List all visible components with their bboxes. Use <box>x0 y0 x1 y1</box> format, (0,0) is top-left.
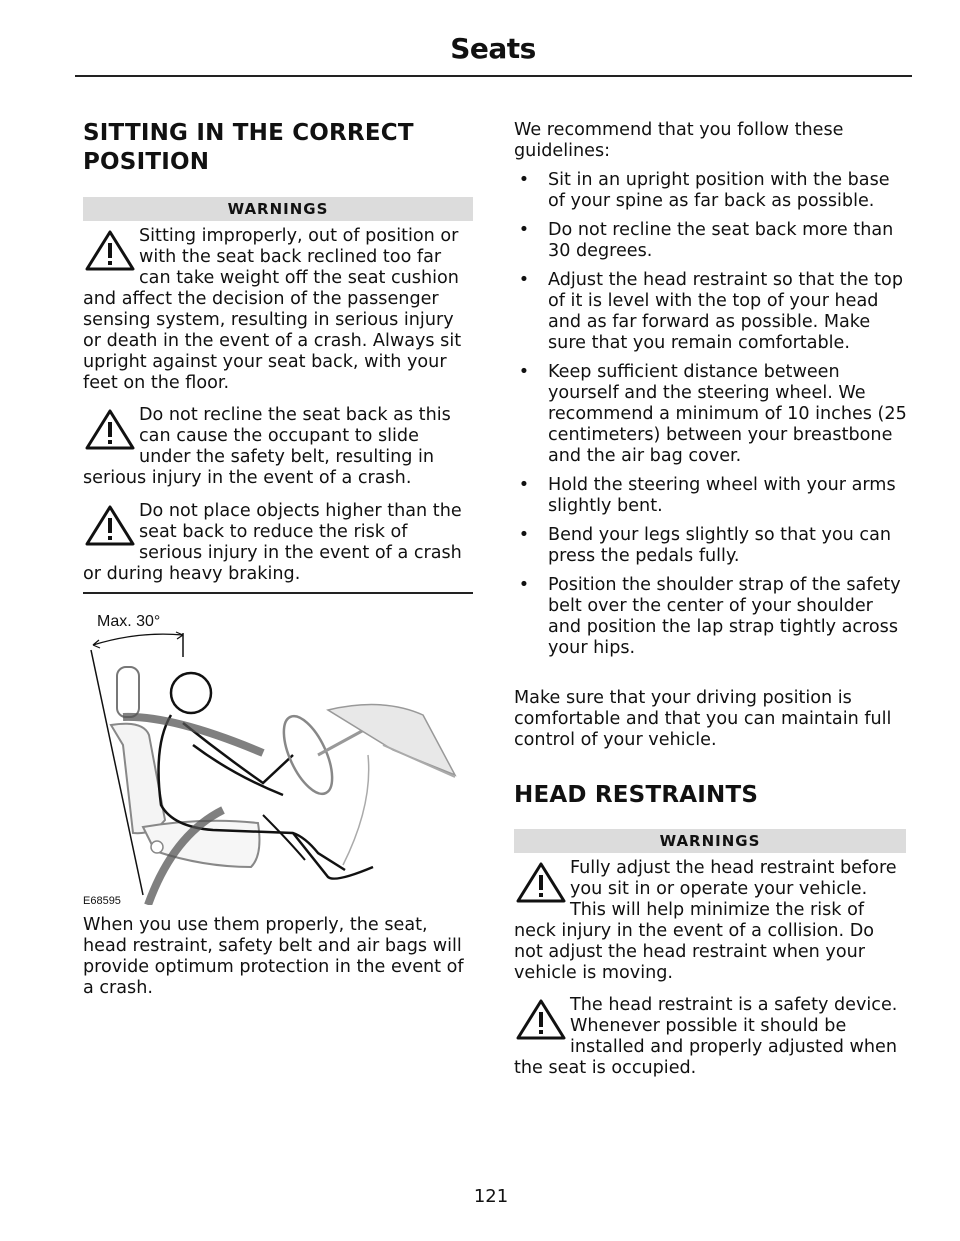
section-title-sitting-line2: POSITION <box>83 149 210 175</box>
list-item: • Position the shoulder strap of the safety belt over the center of your shoulder and position the lap strap tightly across your hips. <box>518 575 901 658</box>
warning-item <box>514 858 908 984</box>
max-angle-label: Max. 30° <box>97 613 161 630</box>
warning-item <box>83 501 475 585</box>
warning-text: Sitting improperly, out of position or with the seat back reclined too far can take weight off the seat cushion and affect the decision of the passenger sensing system, resulting in serious injury or death in the event of a crash. Always sit upright against your seat back, with your feet on the floor. <box>83 226 462 393</box>
seated-driver-illustration <box>83 605 473 905</box>
warning-text: The head restraint is a safety device. Whenever possible it should be installed and properly adjusted when the seat is occupied. <box>514 995 898 1078</box>
protection-paragraph: When you use them properly, the seat, head restraint, safety belt and air bags will provide optimum protection in the event of a crash. <box>83 915 464 998</box>
section-title-head-restraints: HEAD RESTRAINTS <box>514 782 759 808</box>
list-item: • Keep sufficient distance between yourself and the steering wheel. We recommend a minimum of 10 inches (25 centimeters) between your breastbone and the air bag cover. <box>518 362 907 466</box>
list-item: • Do not recline the seat back more than 30 degrees. <box>518 220 894 261</box>
list-item: • Hold the steering wheel with your arms slightly bent. <box>518 475 896 516</box>
section-divider <box>83 592 473 594</box>
list-item: • Adjust the head restraint so that the top of it is level with the top of your head and as far forward as possible. Make sure that you remain comfortable. <box>518 270 903 353</box>
warning-triangle-icon <box>514 860 568 904</box>
closing-paragraph: Make sure that your driving position is comfortable and that you can maintain full control of your vehicle. <box>514 688 892 750</box>
warning-item <box>514 995 908 1079</box>
list-item: • Bend your legs slightly so that you can press the pedals fully. <box>518 525 892 566</box>
warnings-band: WARNINGS <box>514 829 906 853</box>
warning-triangle-icon <box>83 503 137 547</box>
guidelines-list <box>514 170 908 667</box>
warning-triangle-icon <box>83 407 137 451</box>
warning-text: Do not place objects higher than the seat back to reduce the risk of serious injury in the event of a crash or during heavy braking. <box>83 501 462 584</box>
warning-text: Fully adjust the head restraint before you sit in or operate your vehicle. This will help minimize the risk of neck injury in the event of a collision. Do not adjust the head restraint when your vehicle is moving. <box>514 858 897 983</box>
guidelines-intro: We recommend that you follow these guidelines: <box>514 120 844 161</box>
figure-code: E68595 <box>83 895 121 907</box>
warning-item <box>83 226 475 394</box>
section-title-sitting-line1: SITTING IN THE CORRECT <box>83 120 414 146</box>
header-rule <box>75 75 912 77</box>
page-header-title: Seats <box>450 32 536 65</box>
warning-triangle-icon <box>514 997 568 1041</box>
page-number: 121 <box>473 1186 509 1207</box>
warning-triangle-icon <box>83 228 137 272</box>
warning-item <box>83 405 475 489</box>
warning-text: Do not recline the seat back as this can cause the occupant to slide under the safety belt, resulting in serious injury in the event of a crash. <box>83 405 451 488</box>
seating-position-figure <box>83 605 473 905</box>
list-item: • Sit in an upright position with the base of your spine as far back as possible. <box>518 170 890 211</box>
warnings-band: WARNINGS <box>83 197 473 221</box>
